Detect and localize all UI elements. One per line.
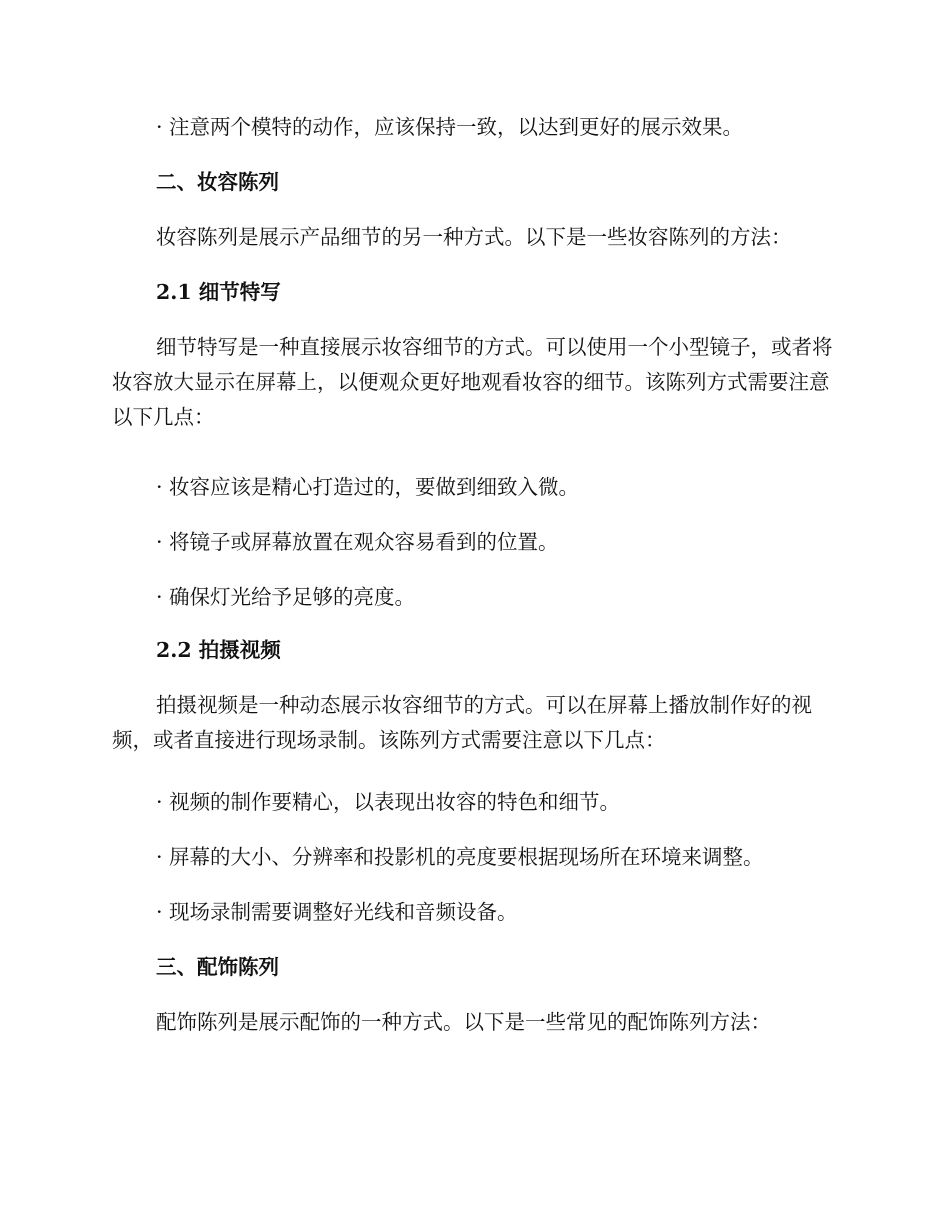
section-heading-accessory-display: 三、配饰陈列 [156,955,279,979]
bullet-makeup-crafted: · 妆容应该是精心打造过的，要做到细致入微。 [156,475,580,499]
bullet-models-action: · 注意两个模特的动作，应该保持一致，以达到更好的展示效果。 [156,115,744,139]
paragraph-makeup-intro: 妆容陈列是展示产品细节的另一种方式。以下是一些妆容陈列的方法： [156,225,792,249]
paragraph-accessory-intro: 配饰陈列是展示配饰的一种方式。以下是一些常见的配饰陈列方法： [156,1010,771,1034]
bullet-video-production: · 视频的制作要精心，以表现出妆容的特色和细节。 [156,790,621,814]
paragraph-video: 拍摄视频是一种动态展示妆容细节的方式。可以在屏幕上播放制作好的视频，或者直接进行现场录制。该陈列方式需要注意以下几点： [112,693,812,752]
subsection-heading-video: 2.2 拍摄视频 [156,638,281,662]
section-heading-makeup-display: 二、妆容陈列 [156,170,279,194]
subsection-heading-detail-closeup: 2.1 细节特写 [156,280,281,304]
bullet-screen-adjust: · 屏幕的大小、分辨率和投影机的亮度要根据现场所在环境来调整。 [156,845,764,869]
paragraph-detail-closeup: 细节特写是一种直接展示妆容细节的方式。可以使用一个小型镜子，或者将妆容放大显示在屏幕上，以便观众更好地观看妆容的细节。该陈列方式需要注意以下几点： [112,335,833,429]
bullet-lighting: · 确保灯光给予足够的亮度。 [156,585,416,609]
bullet-live-recording: · 现场录制需要调整好光线和音频设备。 [156,900,518,924]
bullet-mirror-placement: · 将镜子或屏幕放置在观众容易看到的位置。 [156,530,559,554]
